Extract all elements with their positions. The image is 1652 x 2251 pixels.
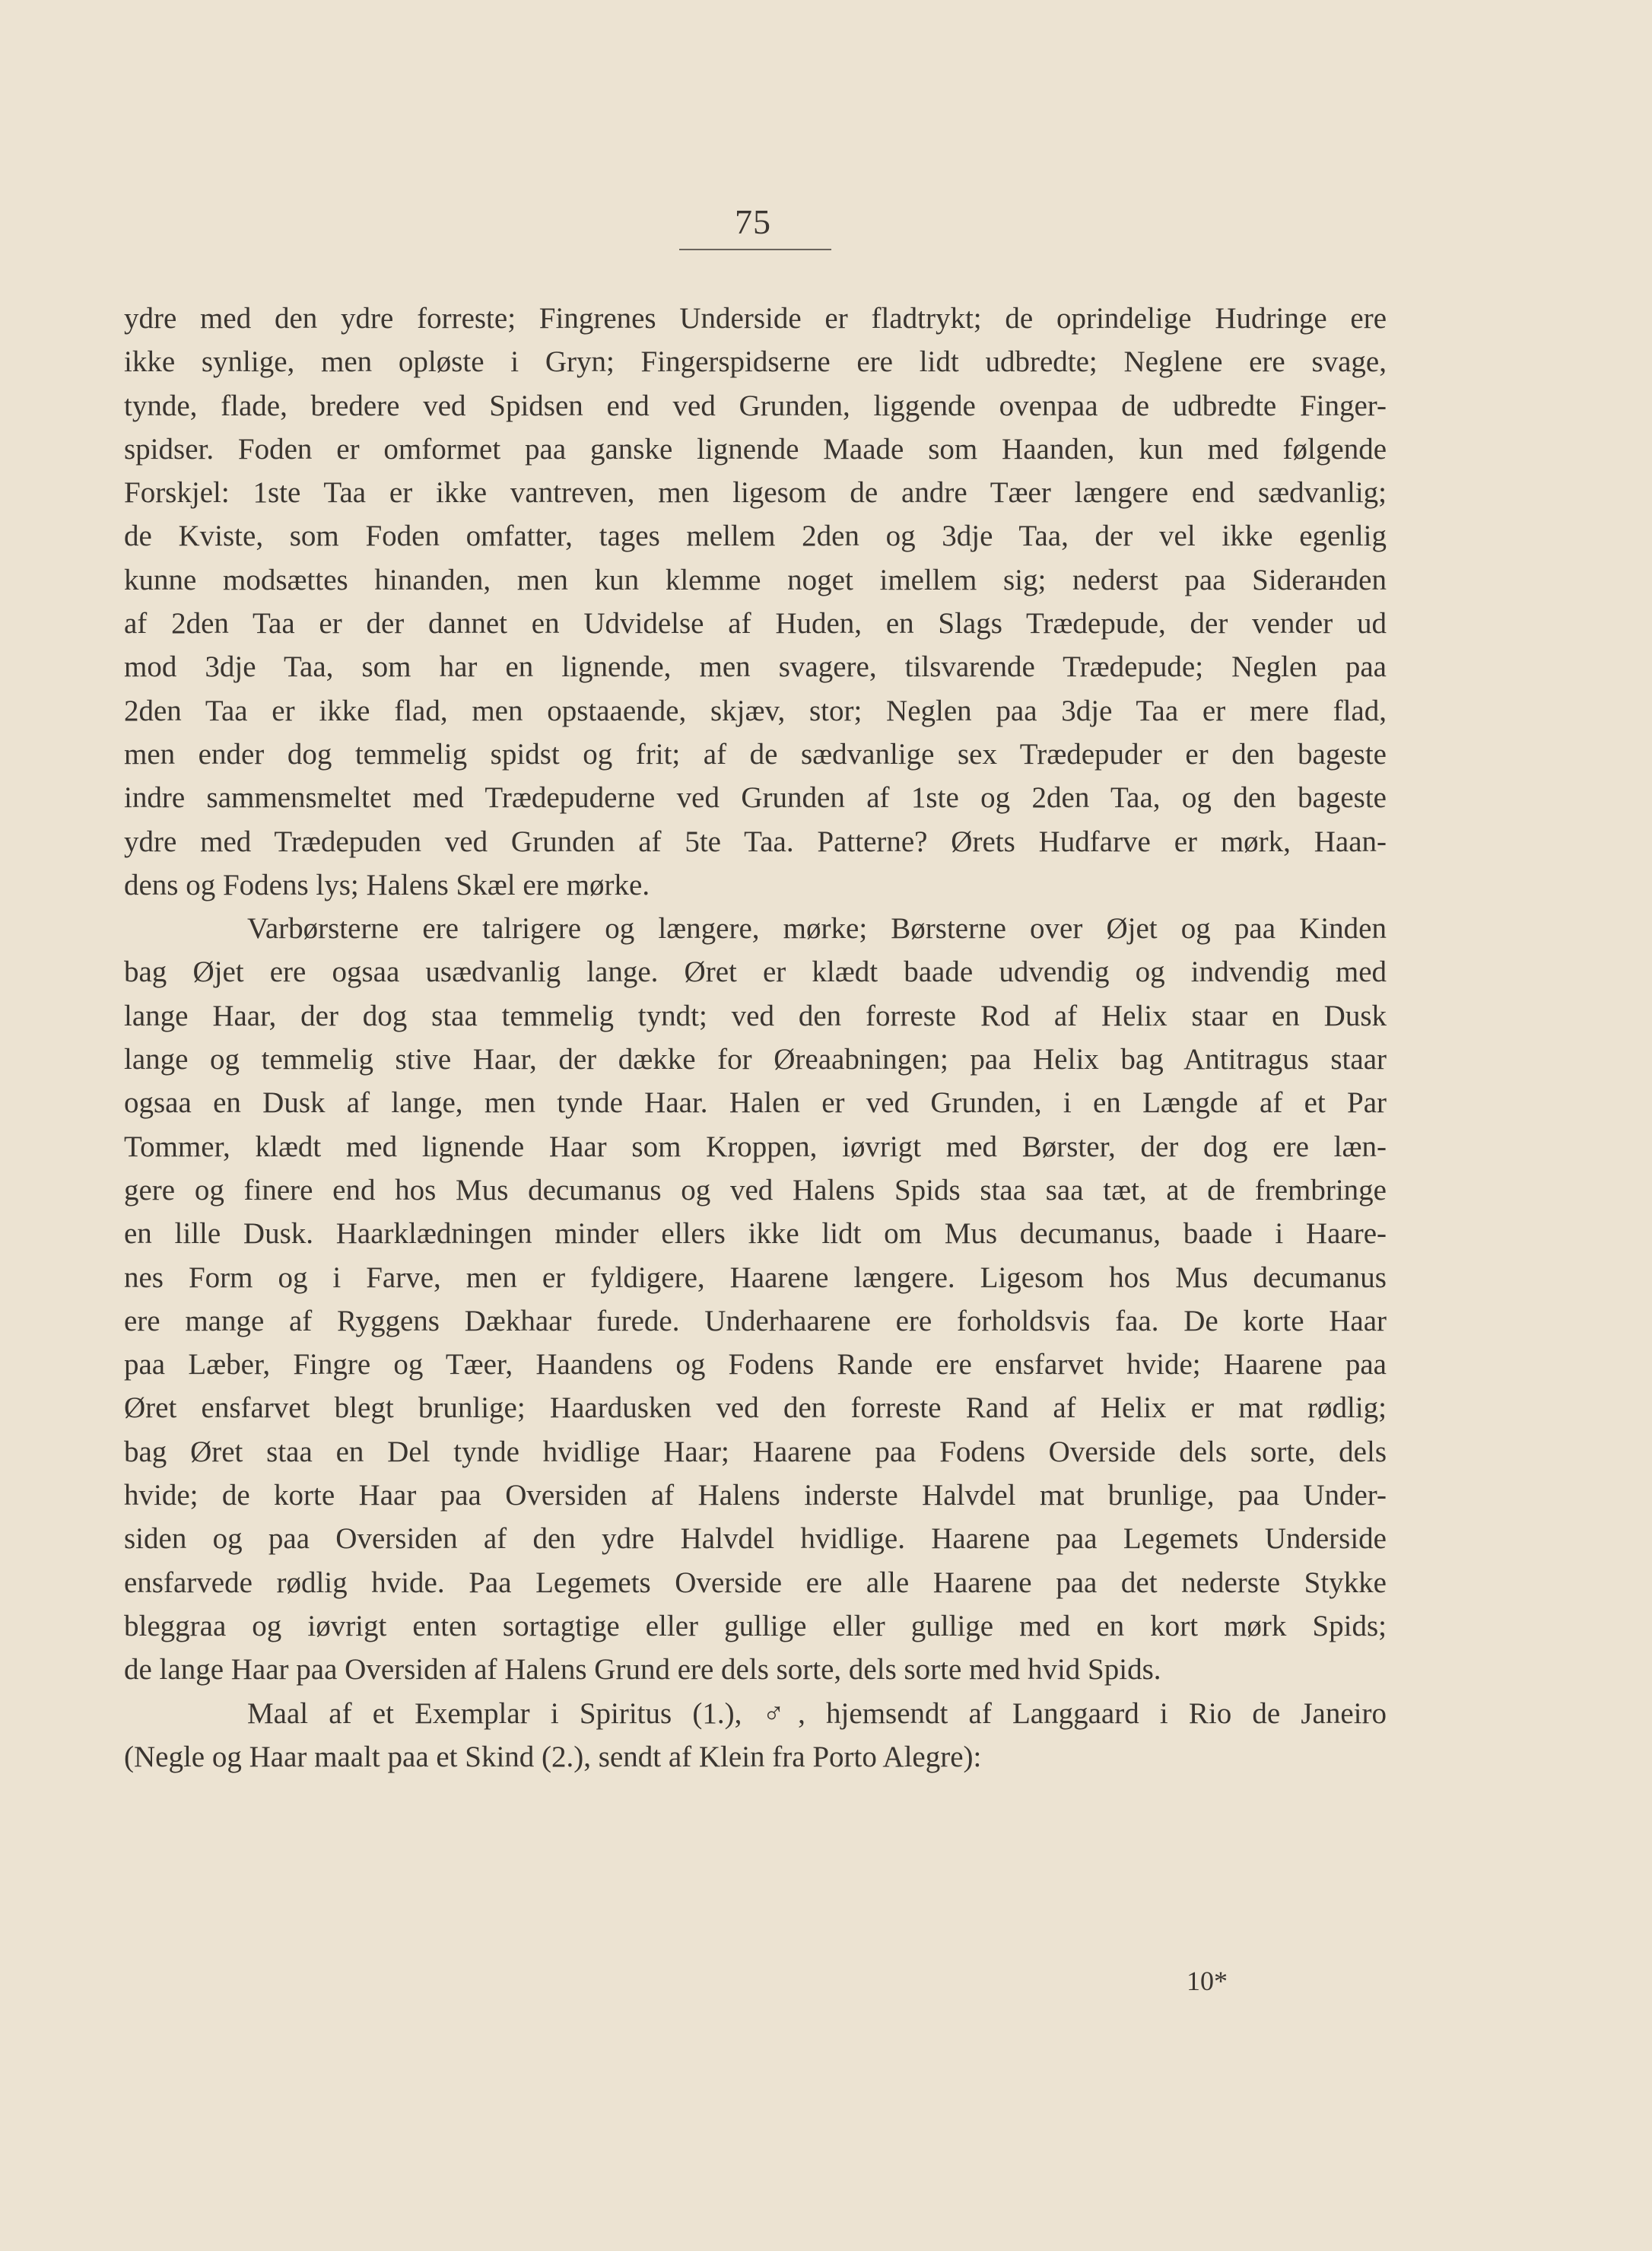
page-number: 75 [735,202,771,241]
body-text [124,297,1387,1779]
text-line: Øret ensfarvet blegt brunlige; Haardusken ved den forreste Rand af Helix er mat rødlig; [124,1391,1387,1425]
text-line: bag Øret staa en Del tynde hvidlige Haar; Haarene paa Fodens Overside dels sorte, dels [124,1435,1387,1468]
text-line: Varbørsterne ere talrigere og længere, mørke; Børsterne over Øjet og paa Kinden [247,912,1387,946]
text-line: nes Form og i Farve, men er fyldigere, Haarene længere. Ligesom hos Mus decumanus [124,1261,1387,1294]
text-line: (Negle og Haar maalt paa et Skind (2.), sendt af Klein fra Porto Alegre): [124,1740,982,1773]
text-line: men ender dog temmelig spidst og frit; af de sædvanlige sex Trædepuder er den bageste [124,737,1387,771]
text-line: Tommer, klædt med lignende Haar som Kroppen, iøvrigt med Børster, der dog ere læn- [124,1130,1387,1163]
text-line: lange og temmelig stive Haar, der dække for Øreaabningen; paa Helix bag Antitragus staar [124,1043,1387,1076]
text-line: paa Læber, Fingre og Tæer, Haandens og Fodens Rande ere ensfarvet hvide; Haarene paa [124,1348,1387,1381]
text-line: en lille Dusk. Haarklædningen minder ellers ikke lidt om Mus decumanus, baade i Haare- [124,1217,1387,1251]
text-line: ydre med Trædepuden ved Grunden af 5te Taa. Patterne? Ørets Hudfarve er mørk, Haan- [124,825,1387,858]
text-line: spidser. Foden er omformet paa ganske lignende Maade som Haanden, kun med følgende [124,432,1387,466]
text-line: bag Øjet ere ogsaa usædvanlig lange. Øret er klædt baade udvendig og indvendig med [124,955,1387,989]
text-line: lange Haar, der dog staa temmelig tyndt; ved den forreste Rod af Helix staar en Dusk [124,999,1387,1032]
text-line: siden og paa Oversiden af den ydre Halvdel hvidlige. Haarene paa Legemets Underside [124,1522,1387,1556]
text-line: ensfarvede rødlig hvide. Paa Legemets Overside ere alle Haarene paa det nederste Stykke [124,1566,1387,1599]
text-line: Forskjel: 1ste Taa er ikke vantreven, men ligesom de andre Tæer længere end sædvanlig; [124,476,1387,510]
text-line: 2den Taa er ikke flad, men opstaaende, skjæv, stor; Neglen paa 3dje Taa er mere flad, [124,694,1387,727]
signature-mark: 10* [1187,1966,1228,1996]
text-line: tynde, flade, bredere ved Spidsen end ved Grunden, liggende ovenpaa de udbredte Finger- [124,389,1387,422]
text-line: mod 3dje Taa, som har en lignende, men svagere, tilsvarende Trædepude; Neglen paa [124,650,1387,684]
text-line: kunne modsættes hinanden, men kun klemme noget imellem sig; nederst paa Siderанden [124,563,1387,596]
text-line: de lange Haar paa Oversiden af Halens Grund ere dels sorte, dels sorte med hvid Spids. [124,1653,1161,1687]
text-line: de Kviste, som Foden omfatter, tages mellem 2den og 3dje Taa, der vel ikke egenlig [124,520,1387,553]
text-line: bleggraa og iøvrigt enten sortagtige eller gullige eller gullige med en kort mørk Spids; [124,1609,1387,1642]
header-rule [679,249,831,250]
text-line: indre sammensmeltet med Trædepuderne ved Grunden af 1ste og 2den Taa, og den bageste [124,781,1387,815]
text-line: hvide; de korte Haar paa Oversiden af Halens inderste Halvdel mat brunlige, paa Under- [124,1479,1387,1512]
text-line: af 2den Taa er der dannet en Udvidelse af Huden, en Slags Trædepude, der vender ud [124,607,1387,641]
text-line: ikke synlige, men opløste i Gryn; Fingerspidserne ere lidt udbredte; Neglene ere svage, [124,345,1387,379]
text-line: ydre med den ydre forreste; Fingrenes Underside er fladtrykt; de oprindelige Hudringe ere [124,302,1387,335]
text-line: Maal af et Exemplar i Spiritus (1.), ♂, hjemsendt af Langgaard i Rio de Janeiro [247,1696,1387,1730]
text-line: dens og Fodens lys; Halens Skæl ere mørke. [124,868,650,901]
text-line: gere og finere end hos Mus decumanus og ved Halens Spids staa saa tæt, at de frembringe [124,1173,1387,1207]
text-line: ere mange af Ryggens Dækhaar furede. Underhaarene ere forholdsvis faa. De korte Haar [124,1304,1387,1337]
text-line: ogsaa en Dusk af lange, men tynde Haar. Halen er ved Grunden, i en Længde af et Par [124,1086,1387,1120]
